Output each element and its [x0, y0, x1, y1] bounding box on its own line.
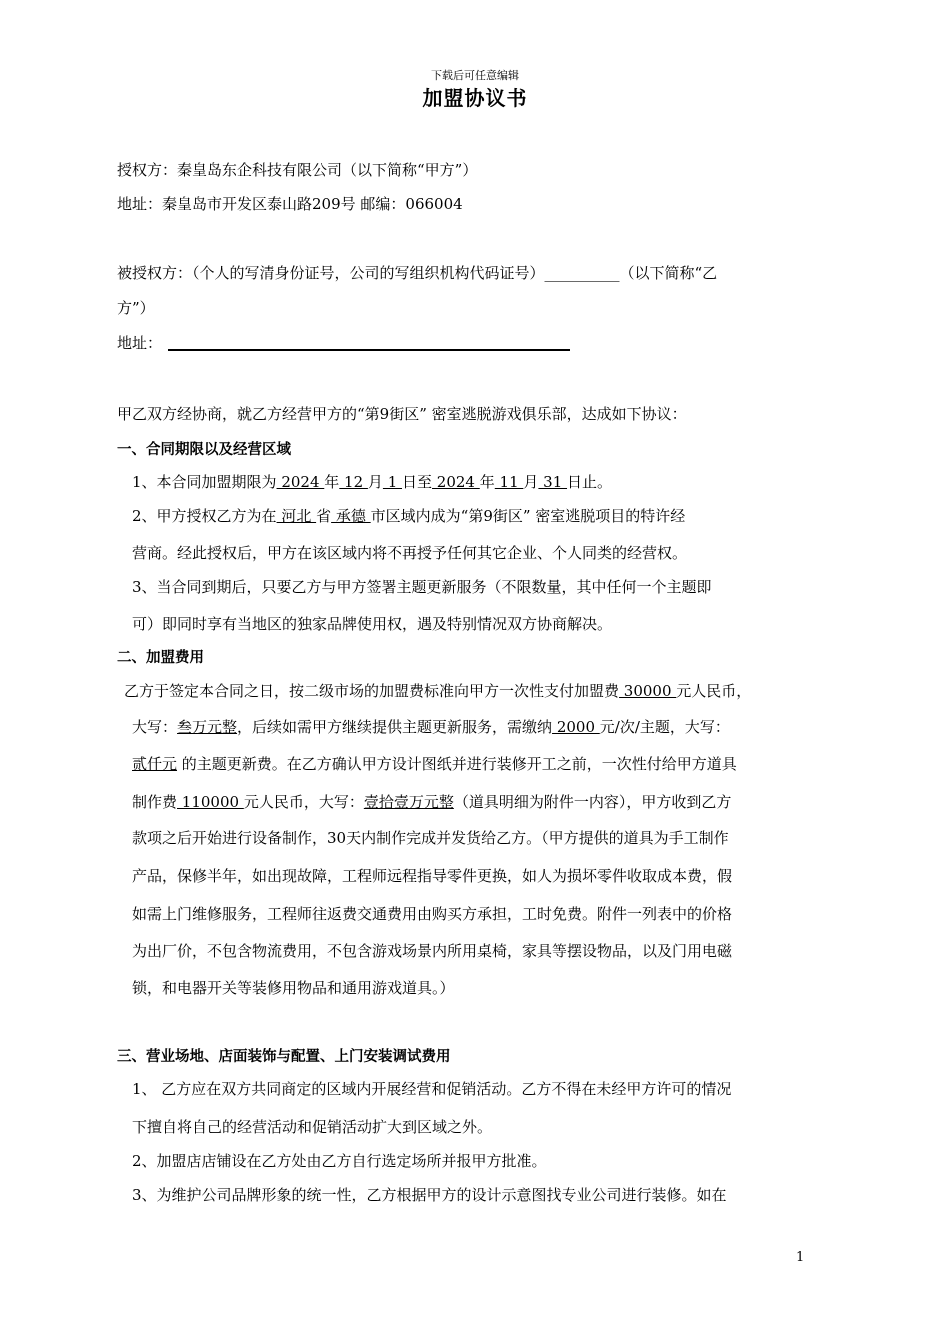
franchise-fee: 30000	[619, 682, 677, 700]
section-3-item-2: 2、加盟店店铺设在乙方处由乙方自行选定场所并报甲方批准。	[132, 1152, 547, 1170]
term-text-g: 日止。	[567, 473, 613, 491]
header-note: 下载后可任意编辑	[431, 69, 519, 82]
props-fee-words: 壹拾壹万元整	[363, 793, 454, 811]
section-2-line-2	[132, 717, 730, 737]
fee-text-c: 大写：	[132, 718, 178, 736]
term-text-e: 年	[479, 473, 495, 491]
section-2-line-8: 为出厂价，不包含物流费用，不包含游戏场景内所用桌椅，家具等摆设物品，以及门用电磁	[132, 942, 733, 960]
section-1-item-2	[132, 506, 685, 526]
section-3-item-1: 1、 乙方应在双方共同商定的区域内开展经营和促销活动。乙方不得在未经甲方许可的情况	[132, 1080, 732, 1098]
section-2-heading: 二、加盟费用	[117, 650, 204, 666]
region-text-a: 2、甲方授权乙方为在	[132, 507, 277, 525]
section-2-line-5: 款项之后开始进行设备制作，30天内制作完成并发货给乙方。（甲方提供的道具为手工制作	[132, 829, 729, 847]
fee-text-b: 元人民币，	[676, 682, 752, 700]
start-year: 2024	[276, 473, 325, 491]
region-text-c: 市区域内成为“第9街区” 密室逃脱项目的特许经	[370, 507, 686, 525]
props-fee: 110000	[177, 793, 244, 811]
section-2-line-3	[132, 754, 737, 774]
section-2-line-4	[132, 792, 731, 812]
licensor-line: 授权方：秦皇岛东企科技有限公司（以下简称“甲方”）	[117, 161, 478, 179]
section-2-line-9: 锁，和电器开关等装修用物品和通用游戏道具。）	[132, 979, 455, 997]
province: 河北	[276, 507, 317, 525]
intro-paragraph: 甲乙双方经协商，就乙方经营甲方的“第9街区” 密室逃脱游戏俱乐部，达成如下协议：	[117, 405, 687, 423]
fee-text-i: （道具明细为附件一内容），甲方收到乙方	[453, 793, 732, 811]
page-number: 1	[796, 1250, 805, 1265]
section-3-item-3: 3、为维护公司品牌形象的统一性，乙方根据甲方的设计示意图找专业公司进行装修。如在	[132, 1186, 727, 1204]
fee-text-h: 元人民币，大写：	[243, 793, 364, 811]
fee-text-e: 元/次/主题，大写：	[599, 718, 730, 736]
licensee-address-label: 地址：	[117, 334, 163, 352]
document-title: 加盟协议书	[422, 86, 528, 110]
end-day: 31	[538, 473, 568, 491]
fee-text-f: 的主题更新费。在乙方确认甲方设计图纸并进行装修开工之前，一次性付给甲方道具	[177, 755, 737, 773]
section-2-line-1	[124, 681, 751, 701]
term-text-c: 月	[367, 473, 383, 491]
licensee-line-2: 方”）	[117, 299, 155, 317]
start-month: 12	[339, 473, 368, 491]
end-year: 2024	[432, 473, 480, 491]
address-blank-line	[168, 337, 570, 351]
theme-fee-words: 贰仟元	[132, 755, 178, 773]
franchise-fee-words: 叁万元整	[177, 718, 238, 736]
section-1-item-3-cont: 可）即同时享有当地区的独家品牌使用权，遇及特别情况双方协商解决。	[132, 615, 613, 633]
start-day: 1	[382, 473, 403, 491]
theme-fee: 2000	[552, 718, 600, 736]
section-1-item-3: 3、当合同到期后，只要乙方与甲方签署主题更新服务（不限数量，其中任何一个主题即	[132, 578, 712, 596]
term-text-d: 日至	[402, 473, 433, 491]
section-1-item-1	[132, 472, 612, 492]
section-2-line-7: 如需上门维修服务，工程师往返费交通费用由购买方承担，工时免费。附件一列表中的价格	[132, 905, 733, 923]
region-text-b: 省	[316, 507, 332, 525]
fee-text-a: 乙方于签定本合同之日，按二级市场的加盟费标准向甲方一次性支付加盟费	[124, 682, 620, 700]
section-1-heading: 一、合同期限以及经营区域	[117, 442, 291, 458]
fee-text-d: ，后续如需甲方继续提供主题更新服务，需缴纳	[237, 718, 553, 736]
licensor-address: 地址：秦皇岛市开发区泰山路209号 邮编：066004	[117, 195, 463, 213]
section-3-heading: 三、营业场地、店面装饰与配置、上门安装调试费用	[117, 1049, 451, 1065]
licensee-line-1: 被授权方：（个人的写清身份证号，公司的写组织机构代码证号）__________（以下简称“乙	[117, 264, 718, 282]
section-1-item-2-cont: 营商。经此授权后，甲方在该区域内将不再授予任何其它企业、个人同类的经营权。	[132, 544, 688, 562]
fee-text-g: 制作费	[132, 793, 178, 811]
licensee-address	[117, 333, 570, 353]
term-text-f: 月	[523, 473, 539, 491]
term-text-b: 年	[324, 473, 340, 491]
city: 承德	[331, 507, 371, 525]
end-month: 11	[494, 473, 524, 491]
term-text-a: 1、本合同加盟期限为	[132, 473, 277, 491]
section-3-item-1-cont: 下擅自将自己的经营活动和促销活动扩大到区域之外。	[132, 1118, 493, 1136]
section-2-line-6: 产品，保修半年，如出现故障，工程师远程指导零件更换，如人为损坏零件收取成本费，假	[132, 867, 733, 885]
